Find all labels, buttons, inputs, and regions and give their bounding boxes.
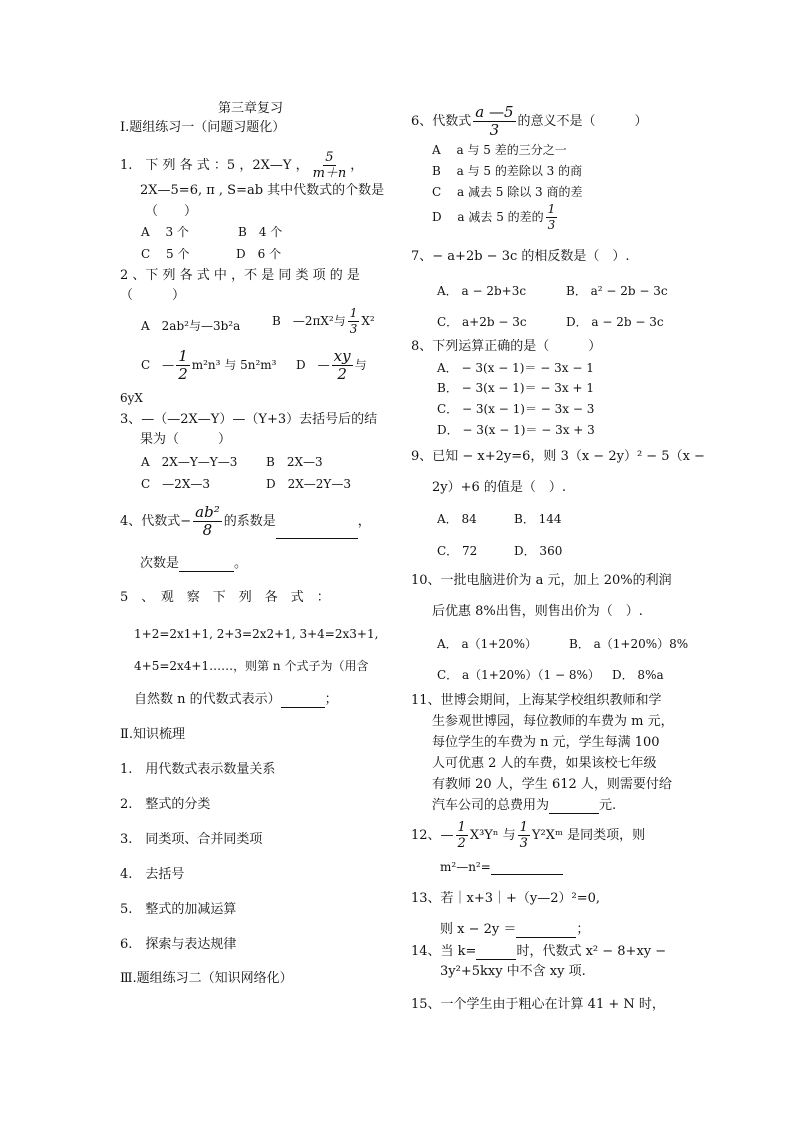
knowledge-item-1: 1. 用代数式表示数量关系 (120, 762, 276, 777)
q2-option-d: D — $\frac{xy}{2}$ 与 (296, 347, 367, 383)
q8-option-d: D． − 3(x − 1)＝ − 3x + 3 (437, 423, 595, 437)
q6-option-b: B a 与 5 的差除以 3 的商 (432, 164, 583, 178)
knowledge-item-5: 5. 整式的加减运算 (120, 902, 237, 917)
q9-option-d: D． 360 (514, 544, 563, 558)
q1-option-a: A 3 个 (141, 225, 189, 239)
q10-option-a: A． a（1+20%） (437, 637, 537, 651)
q5-line3: 4+5=2x4+1……，则第 n 个式子为（用含 (134, 659, 369, 673)
q11-line5: 有教师 20 人，学生 612 人，则需要付给 (432, 777, 672, 792)
q3-line2: 果为（ ） (140, 432, 232, 447)
q11-line4: 人可优惠 2 人的车费，如果该校七年级 (432, 756, 657, 771)
q2-paren: （ ） (120, 288, 186, 303)
q7-option-d: D． a − 2b − 3c (566, 315, 664, 329)
q12-blank[interactable] (491, 860, 563, 875)
q1-option-d: D 6 个 (236, 247, 282, 261)
knowledge-item-6: 6. 探索与表达规律 (120, 937, 237, 952)
q8-option-a: A． − 3(x − 1)＝ − 3x − 1 (437, 361, 594, 375)
q2-line1: 2 、下 列 各 式 中 ，不 是 同 类 项 的 是 (120, 268, 360, 283)
q3-option-c: C —2X—3 (141, 477, 210, 491)
q12-fraction-1: $\frac{1}{2}$ (457, 820, 466, 851)
section-heading-2: Ⅱ.知识梳理 (120, 727, 185, 742)
knowledge-item-3: 3. 同类项、合并同类项 (120, 832, 263, 847)
q1-fraction: $\frac{5}{m+n}$ (312, 150, 347, 181)
q11-line3: 每位学生的车费为 n 元，学生每满 100 (432, 735, 660, 750)
q11-line6: 汽车公司的总费用为 元. (432, 798, 617, 813)
q4-degree-blank[interactable] (179, 557, 234, 572)
q6-fraction: $\frac{a —5}{3}$ (475, 103, 514, 139)
q3-option-a: A 2X—Y—Y—3 (141, 455, 238, 469)
q11-line2: 生参观世博园，每位教师的车费为 m 元， (432, 714, 674, 729)
q6-d-fraction: $\frac{1}{3}$ (547, 202, 556, 232)
q12-line1: 12、— $\frac{1}{2}$ X³Yⁿ 与 $\frac{1}{3}$ Y²Xᵐ 是同类项，则 (411, 820, 646, 851)
q7-line1: 7、− a+2b − 3c 的相反数是（ ）. (411, 249, 630, 264)
q1-option-b: B 4 个 (238, 225, 283, 239)
q4-line1: 4、代数式− $\frac{\text{ab²}}{8}$ 的系数是 ， (120, 503, 371, 539)
q1-line2: 2X—5=6, π , S=ab 其中代数式的个数是 (140, 183, 385, 198)
q3-option-b: B 2X—3 (266, 455, 323, 469)
q10-option-c: C． a（1+20%）（1 − 8%） (437, 668, 600, 682)
q5-blank[interactable] (281, 693, 325, 708)
page-title: 第三章复习 (218, 101, 284, 116)
q12-fraction-2: $\frac{1}{3}$ (519, 820, 528, 851)
q13-line1: 13、若｜x+3｜+（y—2）²=0, (411, 891, 601, 906)
q11-line1: 11、世博会期间，上海某学校组织教师和学 (411, 693, 662, 708)
q7-option-a: A． a − 2b+3c (437, 284, 527, 298)
q13-line2: 则 x − 2y ＝ ； (440, 922, 590, 937)
knowledge-item-4: 4. 去括号 (120, 867, 185, 882)
q10-line1: 10、一批电脑进价为 a 元，加上 20%的利润 (411, 573, 672, 588)
q2-option-b: B —2πX²与 $\frac{1}{3}$ X² (272, 306, 375, 336)
q6-option-a: A a 与 5 差的三分之一 (432, 143, 567, 157)
q9-option-b: B． 144 (514, 512, 562, 526)
q9-line2: 2y）+6 的值是（ ）. (432, 480, 567, 495)
q3-option-d: D 2X—2Y—3 (266, 477, 351, 491)
q4-fraction: $\frac{\text{ab²}}{8}$ (195, 503, 220, 539)
q2-tail: 6yX (120, 391, 143, 405)
q14-blank[interactable] (476, 945, 516, 960)
q10-option-b: B． a（1+20%）8% (569, 637, 689, 651)
q2-option-c: C — $\frac{1}{2}$ m²n³ 与 5n²m³ (141, 347, 277, 383)
q8-option-b: B． − 3(x − 1)＝ − 3x + 1 (437, 381, 594, 395)
section-heading-1: Ⅰ.题组练习一（问题习题化） (120, 120, 286, 135)
knowledge-item-2: 2. 整式的分类 (120, 797, 211, 812)
q6-line1: 6、代数式 $\frac{a —5}{3}$ 的意义不是（ ） (411, 103, 648, 139)
q9-line1: 9、已知 − x+2y=6，则 3（x − 2y）² − 5（x − (411, 449, 705, 464)
q1-option-c: C 5 个 (141, 247, 190, 261)
q14-line1: 14、当 k= 时，代数式 x² − 8+xy − (411, 944, 667, 959)
q12-line2: m²—n²= (440, 859, 563, 875)
q3-line1: 3、—（—2X—Y）—（Y+3）去括号后的结 (120, 412, 378, 427)
q14-line2: 3y²+5kxy 中不含 xy 项. (440, 964, 586, 979)
q5-line4: 自然数 n 的代数式表示） ； (134, 692, 338, 707)
q2-option-a: A 2ab²与—3b²a (141, 319, 241, 333)
q9-option-a: A． 84 (437, 512, 477, 526)
q11-blank[interactable] (549, 799, 599, 814)
q2-c-fraction: $\frac{1}{2}$ (178, 347, 188, 383)
q8-line1: 8、下列运算正确的是（ ） (411, 339, 602, 354)
q4-line2: 次数是 。 (140, 556, 248, 571)
q15-line1: 15、一个学生由于粗心在计算 41 + N 时， (411, 997, 665, 1012)
q1-paren: （ ） (145, 204, 198, 219)
q1-line1: 1. 下 列 各 式 ：5 ，2X—Y ， $\frac{5}{m+n}$ ， (120, 150, 364, 181)
q6-option-c: C a 减去 5 除以 3 商的差 (432, 185, 583, 199)
section-heading-3: Ⅲ.题组练习二（知识网络化） (120, 971, 293, 986)
q4-coefficient-blank[interactable] (276, 524, 358, 539)
q5-line2: 1+2=2x1+1, 2+3=2x2+1, 3+4=2x3+1, (134, 627, 379, 641)
q2-d-fraction: $\frac{xy}{2}$ (333, 347, 351, 383)
q9-option-c: C． 72 (437, 544, 478, 558)
q10-line2: 后优惠 8%出售，则售出价为（ ）. (432, 604, 643, 619)
q6-option-d: D a 减去 5 的差的 $\frac{1}{3}$ (432, 202, 556, 232)
q7-option-c: C． a+2b − 3c (437, 315, 527, 329)
q7-option-b: B． a² − 2b − 3c (566, 284, 668, 298)
q8-option-c: C． − 3(x − 1)＝ − 3x − 3 (437, 402, 595, 416)
q2-b-fraction: $\frac{1}{3}$ (349, 306, 358, 336)
q13-blank[interactable] (516, 923, 576, 938)
q10-option-d: D． 8%a (612, 668, 664, 682)
q5-line1: 5 、 观 察 下 列 各 式 ： (120, 590, 330, 605)
